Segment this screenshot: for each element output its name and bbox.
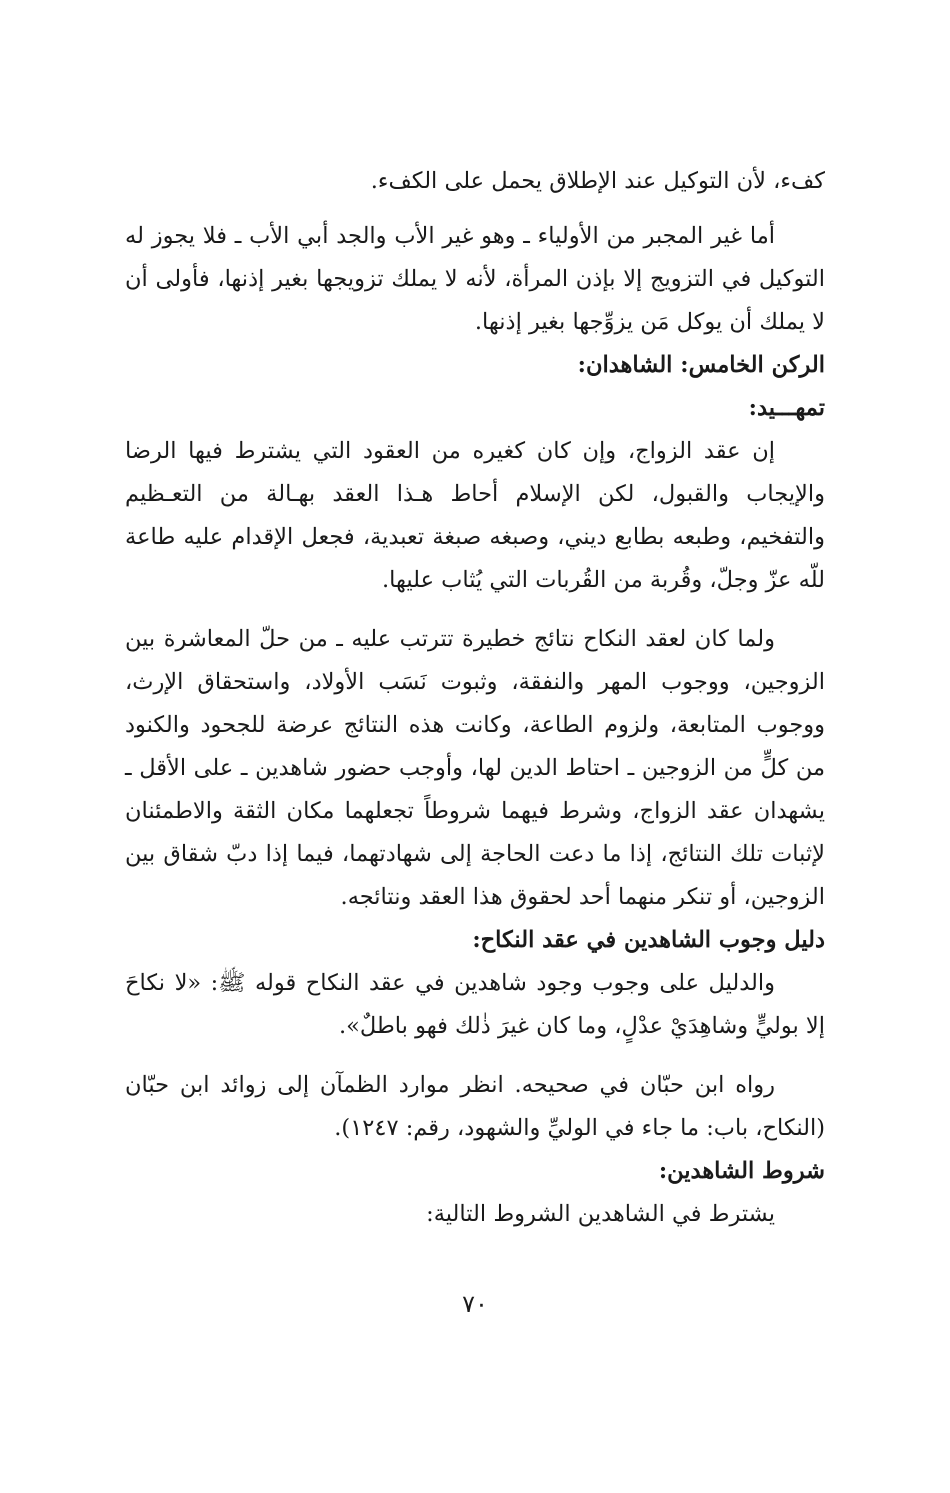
paragraph-hadith-source: رواه ابن حبّان في صحيحه. انظر موارد الظمآن إلى زوائد ابن حبّان (النكاح، باب: ما جاء في الوليِّ والشهود، رقم: ١٢٤٧).: [125, 1072, 825, 1141]
paragraph-conditions-intro: يشترط في الشاهدين الشروط التالية:: [426, 1201, 775, 1227]
paragraph-non-compelling-guardian: أما غير المجبر من الأولياء ـ وهو غير الأب والجد أبي الأب ـ فلا يجوز له التوكيل في التزويج إلا بإذن المرأة، لأنه لا يملك تزويجها بغير إذنها، فأولى أن لا يملك أن يوكل مَن يزوِّجها بغير إذنها.: [125, 223, 825, 335]
paragraph-consequences: ولما كان لعقد النكاح نتائج خطيرة تترتب عليه ـ من حلّ المعاشرة بين الزوجين، ووجوب المهر والنفقة، وثبوت نَسَب الأولاد، واستحقاق الإرث، ووجوب المتابعة، ولزوم الطاعة، وكانت هذه النتائج عرضة للجحود والكنود من كلٍّ من الزوجين ـ احتاط الدين لها، وأوجب حضور شاهدين ـ على الأقل ـ يشهدان عقد الزواج، وشرط فيهما شروطاً تجعلهما مكان الثقة والاطمئنان لإثبات تلك النتائج، إذا ما دعت الحاجة إلى شهادتهما، فيما إذا دبّ شقاق بين الزوجين، أو تنكر منهما أحد لحقوق هذا العقد ونتائجه.: [125, 626, 825, 910]
heading-fifth-pillar: الركن الخامس: الشاهدان:: [577, 352, 825, 378]
heading-witness-conditions: شروط الشاهدين:: [658, 1158, 825, 1184]
page-body: [125, 160, 825, 1236]
paragraph-continuation: كفء، لأن التوكيل عند الإطلاق يحمل على الكفء.: [370, 168, 825, 194]
page-number: ٧٠: [462, 1290, 488, 1318]
heading-evidence: دليل وجوب الشاهدين في عقد النكاح:: [472, 927, 825, 953]
paragraph-hadith: والدليل على وجوب وجود شاهدين في عقد النكاح قوله ﷺ: «لا نكاحَ إلا بوليٍّ وشاهِدَيْ عدْلٍ، وما كان غيرَ ذٰلك فهو باطلٌ».: [125, 970, 825, 1039]
paragraph-marriage-contract: إن عقد الزواج، وإن كان كغيره من العقود التي يشترط فيها الرضا والإيجاب والقبول، لكن الإسلام أحاط هـذا العقد بهـالة من التعـظيم والتفخيم، وطبعه بطابع ديني، وصبغه صبغة تعبدية، فجعل الإقدام عليه طاعة للّه عزّ وجلّ، وقُربة من القُربات التي يُثاب عليها.: [125, 438, 825, 593]
heading-introduction: تمهـــيد:: [748, 395, 825, 421]
